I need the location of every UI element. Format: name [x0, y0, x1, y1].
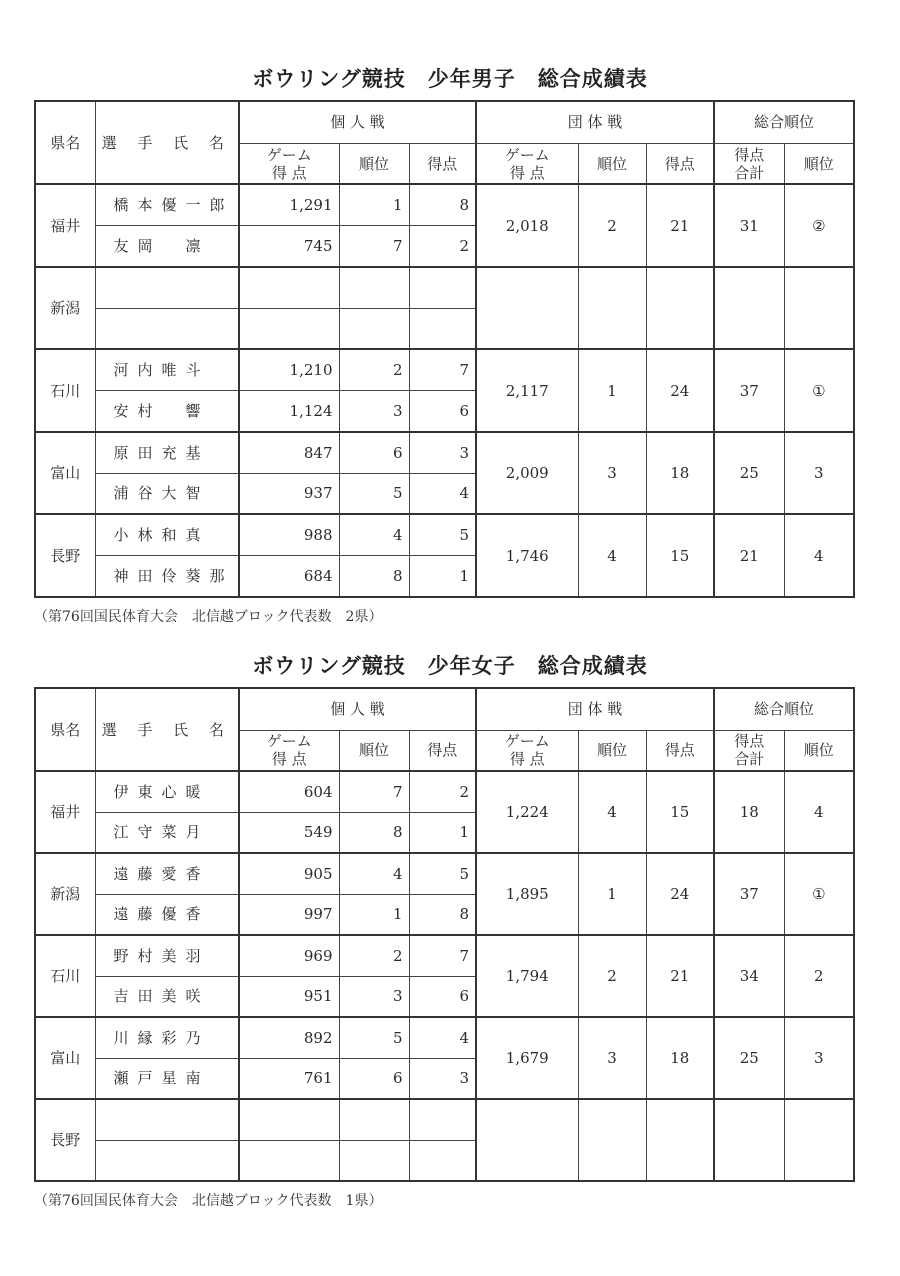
individual-rank: 6: [339, 432, 409, 473]
athlete-name: 遠藤愛香: [95, 853, 239, 894]
team-score: 1,895: [476, 853, 578, 935]
prefecture-cell: 石川: [35, 349, 95, 431]
header-ind-points: 得点: [409, 143, 476, 184]
table-row: [35, 349, 854, 390]
overall-rank: 4: [784, 514, 854, 597]
header-row: [35, 688, 854, 730]
team-points: 24: [646, 349, 714, 431]
individual-score: [239, 267, 339, 308]
prefecture-cell: 富山: [35, 432, 95, 514]
individual-points: 5: [409, 853, 476, 894]
individual-score: 1,291: [239, 184, 339, 225]
overall-rank: 3: [784, 432, 854, 514]
overall-rank: 4: [784, 771, 854, 853]
team-rank: [578, 1099, 646, 1181]
page-title-girls: ボウリング競技 少年女子 総合成績表: [252, 654, 648, 678]
overall-rank: [784, 1099, 854, 1181]
team-score: 1,224: [476, 771, 578, 853]
header-team: 団 体 戦: [476, 688, 714, 730]
individual-score: 745: [239, 226, 339, 267]
individual-score: 969: [239, 935, 339, 976]
individual-score: 549: [239, 812, 339, 853]
team-rank: 1: [578, 853, 646, 935]
table-row: [35, 432, 854, 473]
total-points: 18: [714, 771, 784, 853]
individual-score: [239, 1099, 339, 1140]
athlete-name: [95, 267, 239, 308]
individual-score: 997: [239, 894, 339, 935]
athlete-name: 安村 響: [95, 391, 239, 432]
individual-points: [409, 1099, 476, 1140]
team-score: 1,794: [476, 935, 578, 1017]
total-points: [714, 267, 784, 349]
team-points: 18: [646, 1017, 714, 1099]
overall-rank: ②: [784, 184, 854, 266]
overall-rank: 2: [784, 935, 854, 1017]
athlete-name: 原田充基: [95, 432, 239, 473]
prefecture-cell: 福井: [35, 184, 95, 266]
overall-rank: 3: [784, 1017, 854, 1099]
individual-points: [409, 308, 476, 349]
individual-points: 8: [409, 184, 476, 225]
athlete-name: 浦谷大智: [95, 473, 239, 514]
header-name: 選 手 氏 名: [95, 688, 239, 771]
header-overall-rank: 順位: [784, 730, 854, 771]
individual-rank: 3: [339, 391, 409, 432]
team-rank: [578, 267, 646, 349]
individual-points: 6: [409, 976, 476, 1017]
team-rank: 3: [578, 432, 646, 514]
team-rank: 4: [578, 514, 646, 597]
team-score: [476, 1099, 578, 1181]
individual-rank: 7: [339, 226, 409, 267]
team-points: [646, 267, 714, 349]
table-row: [35, 771, 854, 812]
header-pref: 県名: [35, 101, 95, 184]
overall-rank: ①: [784, 853, 854, 935]
individual-rank: 7: [339, 771, 409, 812]
prefecture-cell: 長野: [35, 514, 95, 597]
header-total: 得点 合計: [714, 143, 784, 184]
individual-score: 988: [239, 514, 339, 555]
individual-score: [239, 308, 339, 349]
overall-rank: ①: [784, 349, 854, 431]
individual-rank: 5: [339, 473, 409, 514]
header-ind-game-score: ゲーム 得 点: [239, 730, 339, 771]
total-points: 37: [714, 853, 784, 935]
total-points: 25: [714, 1017, 784, 1099]
header-individual: 個 人 戦: [239, 101, 476, 143]
team-score: 2,117: [476, 349, 578, 431]
footnote-boys: （第76回国民体育大会 北信越ブロック代表数 2県）: [34, 609, 383, 625]
header-overall: 総合順位: [714, 101, 854, 143]
team-points: 15: [646, 771, 714, 853]
team-score: [476, 267, 578, 349]
athlete-name: 友岡 凛: [95, 226, 239, 267]
total-points: 34: [714, 935, 784, 1017]
individual-rank: 8: [339, 812, 409, 853]
team-points: 24: [646, 853, 714, 935]
header-team: 団 体 戦: [476, 101, 714, 143]
table-row: [35, 184, 854, 225]
individual-rank: 2: [339, 935, 409, 976]
header-ind-points: 得点: [409, 730, 476, 771]
table-row: [35, 935, 854, 976]
header-ind-rank: 順位: [339, 730, 409, 771]
individual-rank: [339, 267, 409, 308]
team-points: 18: [646, 432, 714, 514]
individual-rank: 2: [339, 349, 409, 390]
individual-points: 7: [409, 935, 476, 976]
athlete-name: 江守菜月: [95, 812, 239, 853]
header-overall-rank: 順位: [784, 143, 854, 184]
table-row: [35, 1099, 854, 1140]
prefecture-cell: 富山: [35, 1017, 95, 1099]
header-team-points: 得点: [646, 730, 714, 771]
header-team-points: 得点: [646, 143, 714, 184]
team-rank: 4: [578, 771, 646, 853]
individual-points: 2: [409, 226, 476, 267]
team-rank: 2: [578, 935, 646, 1017]
athlete-name: 遠藤優香: [95, 894, 239, 935]
team-score: 2,009: [476, 432, 578, 514]
athlete-name: 野村美羽: [95, 935, 239, 976]
individual-score: [239, 1140, 339, 1181]
table-row: [35, 267, 854, 308]
total-points: 25: [714, 432, 784, 514]
individual-points: 3: [409, 1058, 476, 1099]
individual-score: 847: [239, 432, 339, 473]
total-points: 31: [714, 184, 784, 266]
individual-score: 892: [239, 1017, 339, 1058]
team-points: 15: [646, 514, 714, 597]
header-overall: 総合順位: [714, 688, 854, 730]
individual-points: 2: [409, 771, 476, 812]
prefecture-cell: 長野: [35, 1099, 95, 1181]
individual-points: [409, 1140, 476, 1181]
individual-rank: 8: [339, 556, 409, 597]
team-score: 1,746: [476, 514, 578, 597]
individual-rank: [339, 308, 409, 349]
table-row: [35, 853, 854, 894]
overall-rank: [784, 267, 854, 349]
team-score: 1,679: [476, 1017, 578, 1099]
individual-points: 4: [409, 473, 476, 514]
individual-points: 3: [409, 432, 476, 473]
individual-points: 6: [409, 391, 476, 432]
header-name: 選 手 氏 名: [95, 101, 239, 184]
header-ind-rank: 順位: [339, 143, 409, 184]
individual-rank: 4: [339, 514, 409, 555]
team-rank: 1: [578, 349, 646, 431]
team-rank: 2: [578, 184, 646, 266]
table-row: [35, 1017, 854, 1058]
athlete-name: [95, 1099, 239, 1140]
athlete-name: 吉田美咲: [95, 976, 239, 1017]
total-points: 21: [714, 514, 784, 597]
individual-points: 4: [409, 1017, 476, 1058]
individual-points: 5: [409, 514, 476, 555]
individual-rank: 6: [339, 1058, 409, 1099]
athlete-name: 瀬戸星南: [95, 1058, 239, 1099]
team-points: 21: [646, 184, 714, 266]
individual-score: 951: [239, 976, 339, 1017]
prefecture-cell: 石川: [35, 935, 95, 1017]
girls-results-table: [34, 687, 855, 1182]
footnote-girls: （第76回国民体育大会 北信越ブロック代表数 1県）: [34, 1193, 383, 1209]
individual-rank: 1: [339, 184, 409, 225]
athlete-name: 河内唯斗: [95, 349, 239, 390]
header-team-rank: 順位: [578, 730, 646, 771]
header-total: 得点 合計: [714, 730, 784, 771]
prefecture-cell: 新潟: [35, 267, 95, 349]
athlete-name: 小林和真: [95, 514, 239, 555]
individual-rank: 1: [339, 894, 409, 935]
team-score: 2,018: [476, 184, 578, 266]
individual-points: [409, 267, 476, 308]
team-rank: 3: [578, 1017, 646, 1099]
header-pref: 県名: [35, 688, 95, 771]
header-team-rank: 順位: [578, 143, 646, 184]
athlete-name: 川縁彩乃: [95, 1017, 239, 1058]
athlete-name: 伊東心暖: [95, 771, 239, 812]
athlete-name: 神田伶葵那: [95, 556, 239, 597]
boys-results-table: [34, 100, 855, 598]
header-individual: 個 人 戦: [239, 688, 476, 730]
individual-points: 1: [409, 556, 476, 597]
individual-points: 8: [409, 894, 476, 935]
individual-score: 1,210: [239, 349, 339, 390]
prefecture-cell: 福井: [35, 771, 95, 853]
individual-score: 937: [239, 473, 339, 514]
table-row: [35, 514, 854, 555]
individual-rank: 3: [339, 976, 409, 1017]
individual-score: 604: [239, 771, 339, 812]
team-points: [646, 1099, 714, 1181]
athlete-name: [95, 1140, 239, 1181]
individual-score: 684: [239, 556, 339, 597]
athlete-name: 橋本優一郎: [95, 184, 239, 225]
individual-rank: [339, 1140, 409, 1181]
individual-score: 1,124: [239, 391, 339, 432]
header-row: [35, 101, 854, 143]
individual-rank: [339, 1099, 409, 1140]
individual-rank: 4: [339, 853, 409, 894]
individual-score: 761: [239, 1058, 339, 1099]
header-team-game-score: ゲーム 得 点: [476, 143, 578, 184]
individual-score: 905: [239, 853, 339, 894]
page-title-boys: ボウリング競技 少年男子 総合成績表: [252, 67, 648, 91]
header-ind-game-score: ゲーム 得 点: [239, 143, 339, 184]
prefecture-cell: 新潟: [35, 853, 95, 935]
header-team-game-score: ゲーム 得 点: [476, 730, 578, 771]
total-points: 37: [714, 349, 784, 431]
individual-rank: 5: [339, 1017, 409, 1058]
team-points: 21: [646, 935, 714, 1017]
individual-points: 7: [409, 349, 476, 390]
individual-points: 1: [409, 812, 476, 853]
athlete-name: [95, 308, 239, 349]
total-points: [714, 1099, 784, 1181]
